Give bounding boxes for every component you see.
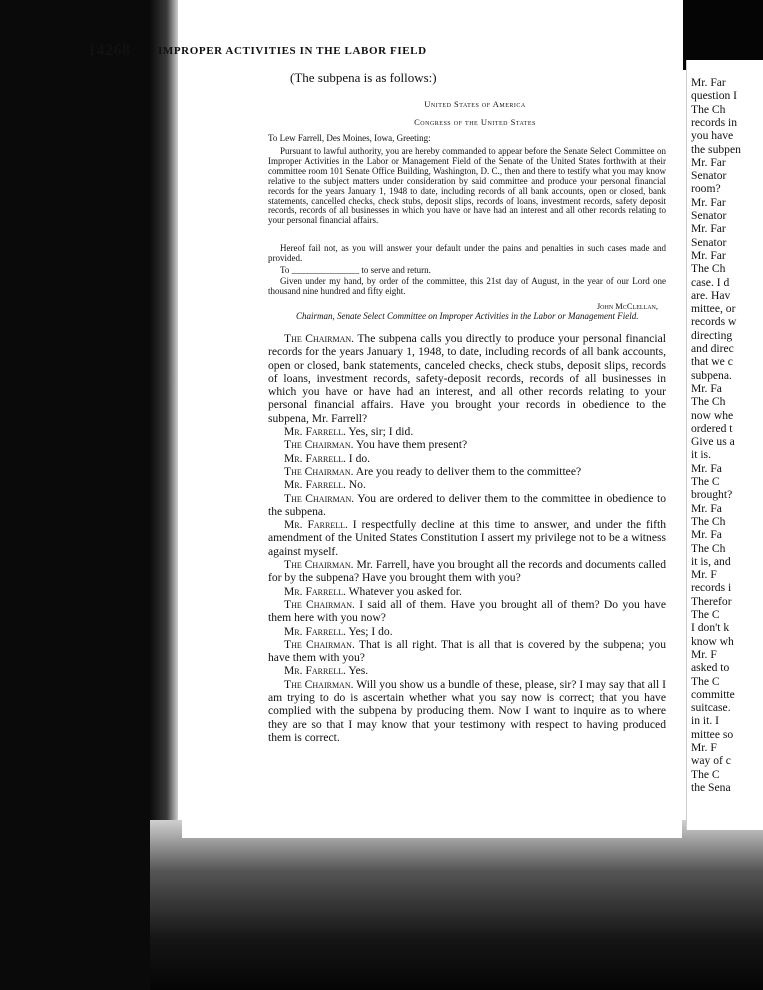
right-column-line: Mr. F [691, 741, 717, 754]
right-column-line: Mr. Fa [691, 528, 722, 542]
right-column-line: you have [691, 129, 734, 143]
right-column-line: are. Hav [691, 288, 731, 302]
right-column-line: records i [691, 581, 732, 595]
right-column-line: Mr. Fa [691, 501, 722, 515]
right-column-line: Senator [691, 235, 727, 249]
dialogue-paragraph [268, 452, 666, 465]
dialogue-paragraph [268, 558, 666, 585]
speaker-name: Mr. Farrell. [284, 451, 346, 465]
speech-text: That is all right. That is all that is covered by the subpena; you have them with you? [268, 637, 666, 665]
speaker-name: The Chairman. [284, 438, 354, 452]
speaker-name: The Chairman. [284, 558, 354, 572]
dialogue-paragraph [268, 598, 666, 625]
right-column-line: records in [691, 115, 738, 129]
right-column-line: Give us a [691, 435, 735, 449]
right-column-line: The C [691, 608, 720, 621]
speaker-name: The Chairman. [284, 332, 355, 345]
right-column-line: Mr. Far [691, 222, 726, 236]
right-column-line: The Ch [691, 541, 726, 555]
dialogue-paragraph [268, 465, 666, 478]
speech-text: I said all of them. Have you brought all of them? Do you have them here with you now? [268, 597, 666, 625]
speech-text: Mr. Farrell, have you brought all the records and documents called for by the subpena? Have you brought them with you? [268, 558, 666, 585]
subpena-hereof: Hereof fail not, as you will answer your default under the pains and penalties in such cases made and provided. [268, 243, 666, 263]
speech-text: Yes, sir; I did. [345, 425, 414, 439]
speaker-name: Mr. Farrell. [284, 425, 346, 439]
right-column-line: The Ch [691, 262, 726, 276]
subpena-addressee: To Lew Farrell, Des Moines, Iowa, Greeting: [268, 133, 431, 143]
right-column-line: now whe [691, 408, 734, 422]
right-column-line: The C [691, 674, 720, 688]
right-column-line: that we c [691, 355, 733, 369]
speaker-name: Mr. Farrell. [284, 664, 346, 678]
right-column-line: mittee, or [691, 302, 736, 316]
right-column-line: Mr. F [691, 568, 717, 582]
right-column-line: The Ch [691, 514, 726, 528]
right-column-line: in it. I [691, 714, 720, 728]
right-column-line: Mr. Far [691, 195, 726, 209]
right-column-line: way of c [691, 754, 731, 768]
subpena-heading-1: United States of America [424, 99, 526, 109]
right-column-line: The C [691, 767, 720, 781]
right-column-line: know wh [691, 634, 734, 648]
right-column-line: Mr. F [691, 647, 717, 661]
speech-text: You have them present? [353, 438, 468, 452]
subpena-intro: (The subpena is as follows:) [290, 70, 437, 85]
dialogue-paragraph [268, 478, 666, 491]
right-column-line: and direc [691, 342, 734, 355]
subpena-given: Given under my hand, by order of the committee, this 21st day of August, in the year of our Lord one thousand nine hundred and fifty eight. [268, 276, 666, 296]
subpena-to-serve: To _______________ to serve and return. [280, 265, 431, 275]
right-column-line: The Ch [691, 102, 726, 116]
speaker-name: The Chairman. [284, 677, 354, 691]
subpena-signer: John McClellan, [596, 301, 658, 311]
speech-text: Will you show us a bundle of these, please, sir? I may say that all I am trying to do is ascertain whether what you say now is correct; that you have complied with the subpena by producing them. Now I want to inquire as to where they are so that I may know that your testimony with respect to having produced them is correct. [268, 677, 666, 744]
right-column-line: question I [691, 89, 738, 103]
running-head: IMPROPER ACTIVITIES IN THE LABOR FIELD [158, 45, 427, 57]
right-column-line: The C [691, 475, 720, 488]
right-column-line: ordered t [691, 421, 733, 435]
speech-text: Yes; I do. [345, 624, 393, 638]
right-column-line: Mr. Far [691, 155, 726, 169]
subpena-body: Pursuant to lawful authority, you are hereby commanded to appear before the Senate Select Committee on Improper Activities in the Labor or Management Field of the Senate of the United States forthwith at their committee room 101 Senate Office Building, Washington, D. C., then and there to testify what you may know relative to the subject matters under consideration by said committee and produce your personal financial records for the years January 1, 1948 to date, including records of all bank accounts, open or closed, bank statements, cancelled checks, check stubs, deposit slips, records of loans, investment records, safety deposit records, records of all businesses in which you have or have had an interest and all other records relating to your personal financial affairs. [268, 146, 666, 226]
speaker-name: The Chairman. [284, 491, 355, 505]
right-column-line: Senator [691, 169, 727, 183]
speaker-name: The Chairman. [284, 464, 354, 478]
right-column-line: room? [691, 182, 721, 196]
dialogue-paragraph [268, 625, 666, 638]
speaker-name: Mr. Farrell. [284, 624, 346, 638]
speaker-name: Mr. Farrell. [284, 478, 346, 492]
speech-text: Whatever you asked for. [345, 584, 462, 598]
right-column-line: mittee so [691, 727, 734, 741]
dialogue-paragraph [268, 518, 666, 558]
right-column-line: asked to [691, 661, 730, 675]
speech-text: Are you ready to deliver them to the committee? [353, 464, 582, 478]
testimony-dialogue [268, 332, 666, 744]
dialogue-paragraph [268, 425, 666, 438]
right-column-line: Mr. Fa [691, 461, 722, 475]
dialogue-paragraph [268, 438, 666, 451]
speaker-name: The Chairman. [284, 637, 355, 651]
speech-text: The subpena calls you directly to produce your personal financial records for the years January 1, 1948, to date, including records of all bank accounts, open or closed, bank statements, canceled checks, check stubs, deposit slips, records of loans, investment records, safety-deposit records, records of all businesses in which you have or have had an interest, and all other records relating to your personal financial affairs. Have you brought your records in obedience to the subpena, Mr. Farrell? [268, 332, 667, 425]
right-column-line: The Ch [691, 395, 726, 409]
speaker-name: Mr. Farrell. [284, 584, 346, 598]
dialogue-paragraph [268, 678, 666, 744]
subpena-heading-2: Congress of the United States [414, 117, 536, 127]
right-column-line: Therefor [691, 594, 732, 608]
speech-text: You are ordered to deliver them to the committee in obedience to the subpena. [268, 491, 667, 518]
right-column-line: subpena. [691, 368, 732, 382]
right-column-line: brought? [691, 488, 733, 502]
scan-edge-bottom [150, 820, 763, 990]
speech-text: No. [345, 478, 366, 492]
speaker-name: Mr. Farrell. [284, 518, 348, 532]
dialogue-paragraph [268, 332, 666, 425]
right-column-line: it is. [691, 448, 711, 462]
right-column-line: records w [691, 315, 737, 329]
right-column-line: the Sena [691, 780, 731, 794]
speech-text: I do. [345, 451, 371, 465]
right-column-line: Mr. Far [691, 76, 726, 89]
right-page-fragment [686, 60, 763, 830]
dialogue-paragraph [268, 492, 666, 519]
dialogue-paragraph [268, 664, 666, 677]
right-column-line: suitcase. [691, 701, 731, 715]
right-column-line: it is, and [691, 554, 731, 568]
right-column-line: committe [691, 687, 735, 701]
dialogue-paragraph [268, 585, 666, 598]
right-column-line: case. I d [691, 275, 730, 289]
speaker-name: The Chairman. [284, 597, 355, 611]
right-column-line: Mr. Fa [691, 381, 722, 395]
speech-text: I respectfully decline at this time to answer, and under the fifth amendment of the United States Constitution I assert my privilege not to be a witness against myself. [268, 518, 666, 558]
page-number: 14268 [88, 42, 131, 59]
right-column-line: Mr. Far [691, 248, 726, 262]
dialogue-paragraph [268, 638, 666, 665]
right-column-line: directing [691, 328, 733, 342]
right-column-line: Senator [691, 209, 727, 222]
page-header [88, 42, 498, 62]
subpena-signer-title: Chairman, Senate Select Committee on Improper Activities in the Labor or Management Field. [296, 311, 639, 321]
right-column-line: the subpen [691, 142, 741, 156]
right-column-line: I don't k [691, 621, 730, 635]
speech-text: Yes. [345, 664, 369, 678]
